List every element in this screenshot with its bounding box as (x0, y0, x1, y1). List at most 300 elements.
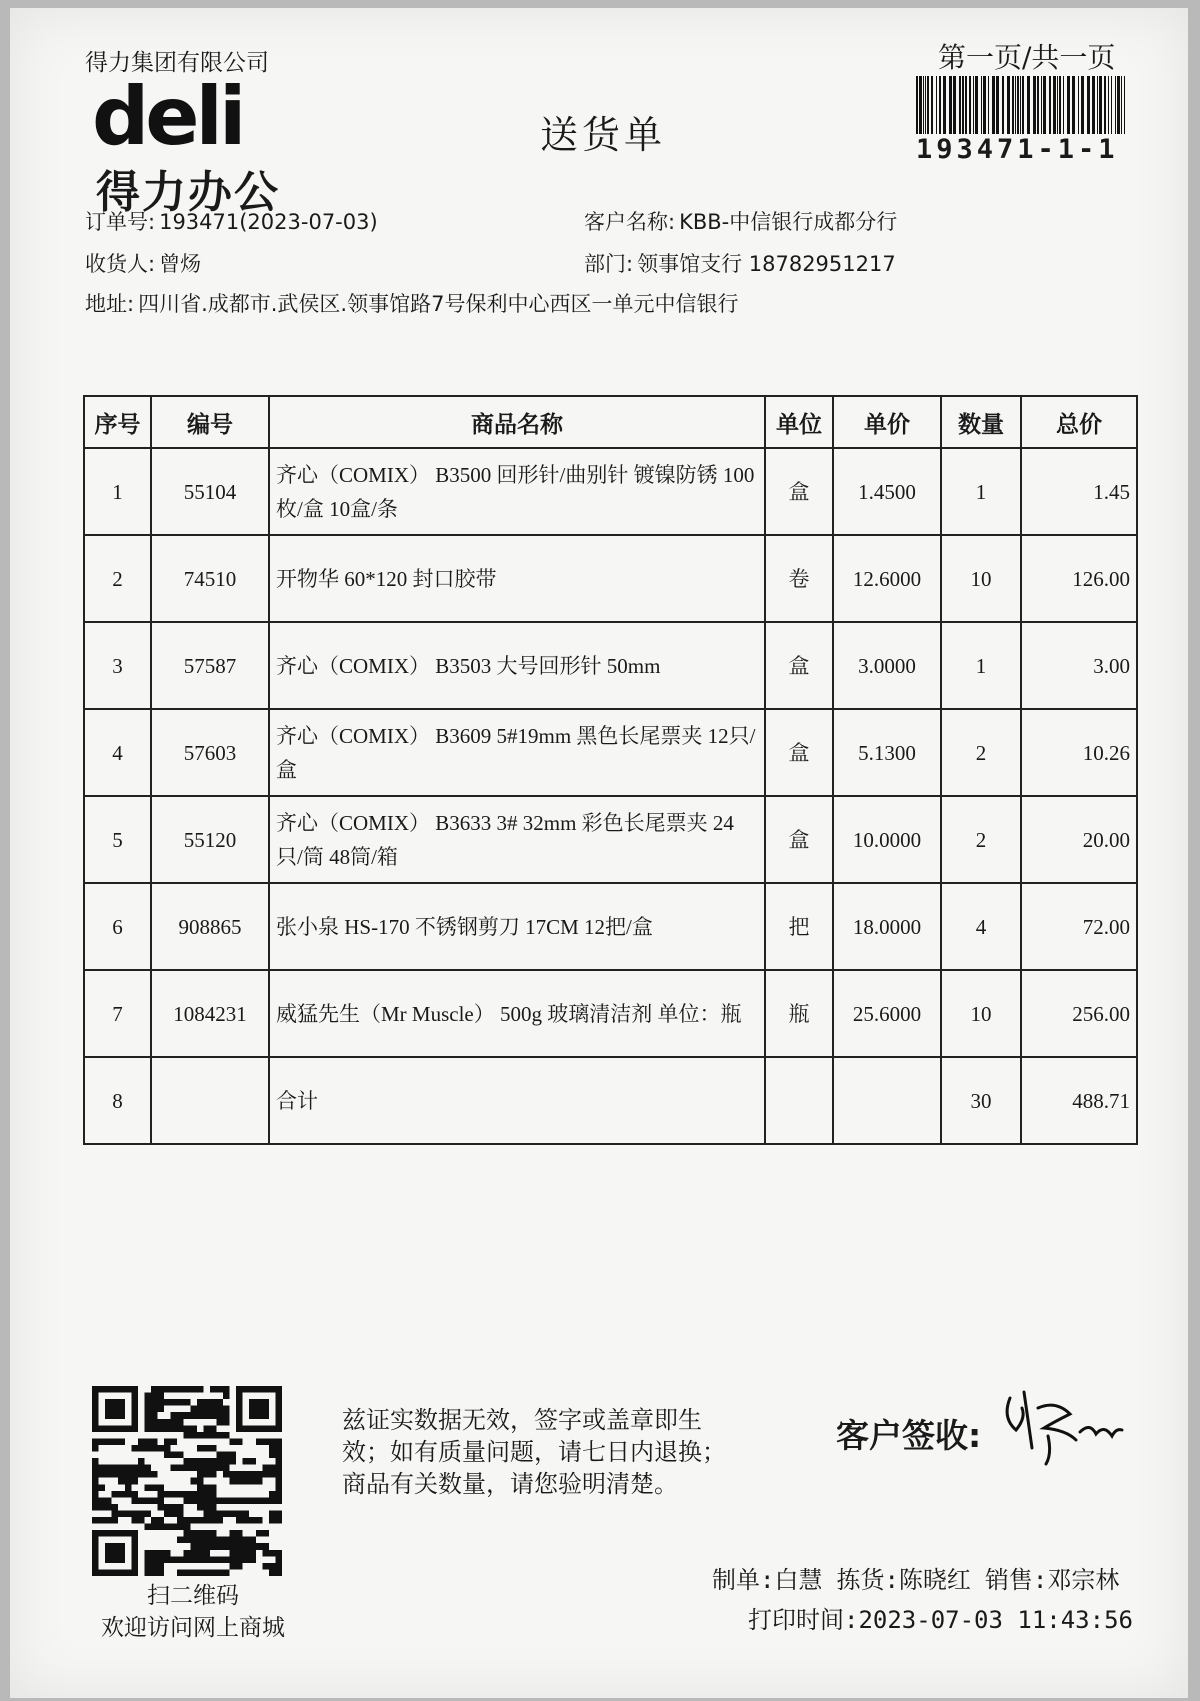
qr-module (203, 1497, 210, 1504)
qr-module (197, 1445, 204, 1452)
qr-module (125, 1484, 132, 1491)
row-price: 3.0000 (833, 622, 941, 709)
qr-module (203, 1432, 210, 1439)
qr-module (144, 1393, 151, 1400)
qr-module (158, 1569, 165, 1576)
qr-module (144, 1524, 151, 1531)
barcode-bar (927, 76, 929, 134)
qr-module (256, 1543, 263, 1550)
table-row (84, 535, 1137, 622)
header-price: 单价 (833, 396, 941, 448)
qr-module (151, 1471, 158, 1478)
table-header-row (84, 396, 1137, 448)
grand-total: 488.71 (1021, 1057, 1137, 1144)
qr-module (216, 1556, 223, 1563)
qr-module (197, 1432, 204, 1439)
qr-module (249, 1471, 256, 1478)
qr-module (197, 1530, 204, 1537)
qr-module (151, 1569, 158, 1576)
qr-module (171, 1438, 178, 1445)
qr-module (144, 1412, 151, 1419)
qr-module (269, 1491, 276, 1498)
qr-module (275, 1471, 282, 1478)
qr-module (210, 1425, 217, 1432)
qr-module (177, 1452, 184, 1459)
qr-module (230, 1497, 237, 1504)
qr-module (243, 1478, 250, 1485)
qr-module (151, 1445, 158, 1452)
table-row (84, 970, 1137, 1057)
qr-module (190, 1406, 197, 1413)
qr-caption (88, 1580, 298, 1644)
qr-module (269, 1550, 276, 1557)
barcode-bar (1111, 76, 1112, 134)
qr-module (144, 1471, 151, 1478)
qr-module (256, 1497, 263, 1504)
qr-module (118, 1471, 125, 1478)
qr-module (164, 1524, 171, 1531)
qr-module (99, 1504, 106, 1511)
row-unit (765, 1057, 833, 1144)
qr-module (262, 1497, 269, 1504)
qr-module (269, 1569, 276, 1576)
qr-module (177, 1419, 184, 1426)
qr-module (249, 1458, 256, 1465)
qr-module (131, 1510, 138, 1517)
qr-module (216, 1406, 223, 1413)
row-no: 5 (84, 796, 151, 883)
qr-module (243, 1517, 250, 1524)
row-name: 齐心（COMIX） B3633 3# 32mm 彩色长尾票夹 24只/筒 48筒/箱 (269, 796, 765, 883)
qr-module (216, 1569, 223, 1576)
qr-module (131, 1471, 138, 1478)
staff-info (712, 1560, 1133, 1595)
header-name: 商品名称 (269, 396, 765, 448)
qr-module (197, 1465, 204, 1472)
qr-module (197, 1517, 204, 1524)
qr-module (275, 1497, 282, 1504)
qr-module (190, 1530, 197, 1537)
qr-module (190, 1432, 197, 1439)
row-name: 张小泉 HS-170 不锈钢剪刀 17CM 12把/盒 (269, 883, 765, 970)
barcode-bar (1015, 76, 1016, 134)
qr-module (184, 1530, 191, 1537)
receiver (85, 248, 201, 278)
items-table (83, 395, 1138, 1145)
qr-module (197, 1504, 204, 1511)
qr-module (230, 1563, 237, 1570)
barcode-bar (949, 76, 952, 134)
qr-module (131, 1497, 138, 1504)
barcode-bar (1053, 76, 1056, 134)
qr-module (144, 1550, 151, 1557)
barcode-bar (1124, 76, 1125, 134)
qr-module (184, 1524, 191, 1531)
qr-code[interactable] (92, 1386, 282, 1576)
qr-module (249, 1497, 256, 1504)
qr-module (177, 1524, 184, 1531)
qr-module (118, 1491, 125, 1498)
row-unit: 把 (765, 883, 833, 970)
qr-module (275, 1465, 282, 1472)
qr-module (249, 1556, 256, 1563)
qr-module (131, 1517, 138, 1524)
qr-module (171, 1399, 178, 1406)
barcode-bar (992, 76, 995, 134)
qr-module (99, 1438, 106, 1445)
qr-module (275, 1491, 282, 1498)
qr-module (197, 1386, 204, 1393)
qr-module (144, 1510, 151, 1517)
qr-module (164, 1445, 171, 1452)
qr-module (131, 1491, 138, 1498)
qr-module (275, 1445, 282, 1452)
department (584, 248, 896, 278)
qr-module (203, 1471, 210, 1478)
receiver-label: 收货人: (85, 252, 156, 276)
qr-module (243, 1550, 250, 1557)
row-code: 74510 (151, 535, 269, 622)
qr-module (118, 1465, 125, 1472)
qr-module (236, 1510, 243, 1517)
row-total: 1.45 (1021, 448, 1137, 535)
barcode-bar (1012, 76, 1014, 134)
qr-module (230, 1530, 237, 1537)
row-qty: 4 (941, 883, 1021, 970)
qr-module (144, 1556, 151, 1563)
qr-module (190, 1517, 197, 1524)
qr-module (230, 1452, 237, 1459)
qr-module (269, 1471, 276, 1478)
qr-module (151, 1517, 158, 1524)
qr-module (203, 1504, 210, 1511)
qr-module (92, 1484, 99, 1491)
qr-module (203, 1491, 210, 1498)
qr-module (203, 1412, 210, 1419)
handwritten-signature (996, 1378, 1126, 1468)
barcode-bar (953, 76, 956, 134)
qr-module (210, 1406, 217, 1413)
qr-module (184, 1386, 191, 1393)
qr-module (144, 1419, 151, 1426)
qr-module (92, 1465, 99, 1472)
qr-module (105, 1504, 112, 1511)
qr-module (184, 1550, 191, 1557)
qr-module (184, 1458, 191, 1465)
qr-module (210, 1412, 217, 1419)
qr-module (223, 1537, 230, 1544)
row-total: 10.26 (1021, 709, 1137, 796)
qr-module (105, 1517, 112, 1524)
qr-module (275, 1563, 282, 1570)
qr-module (243, 1471, 250, 1478)
qr-module (158, 1491, 165, 1498)
qr-module (151, 1386, 158, 1393)
qr-module (131, 1445, 138, 1452)
address-value: 四川省.成都市.武侯区.领事馆路7号保利中心西区一单元中信银行 (138, 292, 739, 316)
row-no: 3 (84, 622, 151, 709)
print-time: 打印时间:2023-07-03 11:43:56 (748, 1606, 1133, 1634)
row-total: 256.00 (1021, 970, 1137, 1057)
qr-module (216, 1458, 223, 1465)
qr-module (92, 1471, 99, 1478)
qr-module (171, 1504, 178, 1511)
row-qty: 1 (941, 448, 1021, 535)
qr-module (151, 1550, 158, 1557)
qr-module (236, 1530, 243, 1537)
barcode-bar (1007, 76, 1010, 134)
qr-module (216, 1510, 223, 1517)
qr-module (158, 1556, 165, 1563)
qr-module (151, 1484, 158, 1491)
qr-module (249, 1543, 256, 1550)
barcode-bar (1020, 76, 1021, 134)
qr-module (223, 1510, 230, 1517)
qr-module (210, 1399, 217, 1406)
barcode-bar (1097, 76, 1098, 134)
qr-module (223, 1393, 230, 1400)
qr-module (223, 1419, 230, 1426)
qr-module (158, 1386, 165, 1393)
qr-module (151, 1425, 158, 1432)
page-indicator: 第一页/共一页 (938, 41, 1116, 74)
row-unit: 盒 (765, 709, 833, 796)
barcode-bar (996, 76, 999, 134)
row-code: 57587 (151, 622, 269, 709)
row-code: 1084231 (151, 970, 269, 1057)
row-name: 开物华 60*120 封口胶带 (269, 535, 765, 622)
qr-module (197, 1569, 204, 1576)
qr-module (210, 1504, 217, 1511)
qr-module (256, 1471, 263, 1478)
qr-module (190, 1497, 197, 1504)
qr-module (236, 1537, 243, 1544)
qr-module (275, 1556, 282, 1563)
qr-module (158, 1497, 165, 1504)
row-price: 1.4500 (833, 448, 941, 535)
qr-module (138, 1438, 145, 1445)
qr-module (197, 1543, 204, 1550)
qr-module (210, 1497, 217, 1504)
qr-module (138, 1471, 145, 1478)
qr-module (190, 1556, 197, 1563)
qr-module (216, 1386, 223, 1393)
qr-module (184, 1412, 191, 1419)
qr-module (158, 1504, 165, 1511)
qr-module (177, 1491, 184, 1498)
qr-module (177, 1504, 184, 1511)
qr-module (210, 1465, 217, 1472)
customer-name-value: KBB-中信银行成都分行 (679, 210, 898, 234)
qr-module (99, 1497, 106, 1504)
qr-module (138, 1465, 145, 1472)
company-name: 得力集团有限公司 (85, 50, 269, 76)
row-price: 12.6000 (833, 535, 941, 622)
qr-module (275, 1550, 282, 1557)
qr-module (269, 1465, 276, 1472)
qr-module (275, 1438, 282, 1445)
qr-module (144, 1445, 151, 1452)
qr-module (184, 1432, 191, 1439)
qr-module (243, 1458, 250, 1465)
row-unit: 瓶 (765, 970, 833, 1057)
header-total: 总价 (1021, 396, 1137, 448)
qr-module (99, 1471, 106, 1478)
qr-module (190, 1412, 197, 1419)
barcode-bar (1027, 76, 1030, 134)
customer-name-label: 客户名称: (584, 210, 676, 234)
qr-module (151, 1419, 158, 1426)
qr-module (92, 1438, 99, 1445)
qr-module (249, 1537, 256, 1544)
qr-module (92, 1491, 99, 1498)
barcode-bar (925, 76, 926, 134)
qr-module (144, 1484, 151, 1491)
qr-module (262, 1438, 269, 1445)
qr-module (243, 1537, 250, 1544)
order-number (85, 206, 378, 236)
row-price: 5.1300 (833, 709, 941, 796)
qr-module (118, 1510, 125, 1517)
qr-module (197, 1478, 204, 1485)
qr-module (171, 1556, 178, 1563)
address (85, 288, 738, 318)
qr-module (184, 1537, 191, 1544)
qr-module (256, 1530, 263, 1537)
qr-module (210, 1510, 217, 1517)
qr-module (249, 1550, 256, 1557)
row-no: 7 (84, 970, 151, 1057)
barcode (914, 76, 1130, 134)
qr-module (216, 1517, 223, 1524)
qr-module (262, 1471, 269, 1478)
qr-module (230, 1478, 237, 1485)
row-unit: 盒 (765, 448, 833, 535)
qr-module (190, 1491, 197, 1498)
qr-module (216, 1419, 223, 1426)
barcode-bar (1117, 76, 1120, 134)
qr-module (184, 1491, 191, 1498)
row-code: 55120 (151, 796, 269, 883)
row-code: 908865 (151, 883, 269, 970)
barcode-bar (981, 76, 982, 134)
qr-module (262, 1465, 269, 1472)
qr-module (171, 1386, 178, 1393)
qr-module (223, 1465, 230, 1472)
qr-module (184, 1425, 191, 1432)
qr-module (158, 1393, 165, 1400)
qr-module (144, 1438, 151, 1445)
table-total-row (84, 1057, 1137, 1144)
qr-module (158, 1419, 165, 1426)
barcode-bar (983, 76, 986, 134)
row-qty: 10 (941, 535, 1021, 622)
row-code: 55104 (151, 448, 269, 535)
qr-module (203, 1550, 210, 1557)
barcode-bar (1072, 76, 1075, 134)
qr-module (190, 1386, 197, 1393)
customer-name (584, 206, 897, 236)
qr-module (236, 1471, 243, 1478)
notice-text: 兹证实数据无效，签字或盖章即生效；如有质量问题，请七日内退换；商品有关数量，请您验明清楚。 (342, 1406, 726, 1498)
qr-module (203, 1484, 210, 1491)
qr-module (197, 1406, 204, 1413)
qr-module (92, 1458, 99, 1465)
qr-module (197, 1550, 204, 1557)
row-qty: 2 (941, 796, 1021, 883)
qr-module (223, 1569, 230, 1576)
svg-text:deli: deli (92, 82, 243, 154)
row-qty: 2 (941, 709, 1021, 796)
header-no: 序号 (84, 396, 151, 448)
qr-module (256, 1478, 263, 1485)
sales: 销售:邓宗林 (984, 1566, 1120, 1594)
order-number-value: 193471(2023-07-03) (159, 210, 378, 234)
qr-module (164, 1504, 171, 1511)
department-label: 部门: (584, 252, 634, 276)
barcode-bar (1078, 76, 1079, 134)
qr-module (197, 1484, 204, 1491)
barcode-bar (962, 76, 964, 134)
qr-module (158, 1550, 165, 1557)
row-price: 18.0000 (833, 883, 941, 970)
barcode-bar (1099, 76, 1102, 134)
row-no: 2 (84, 535, 151, 622)
barcode-bar (1017, 76, 1019, 134)
qr-module (210, 1530, 217, 1537)
qr-module (177, 1556, 184, 1563)
qr-module (112, 1471, 119, 1478)
qr-module (151, 1412, 158, 1419)
qr-module (144, 1497, 151, 1504)
barcode-bar (1121, 76, 1122, 134)
qr-module (223, 1471, 230, 1478)
qr-module (210, 1386, 217, 1393)
qr-module (262, 1530, 269, 1537)
barcode-bar (1033, 76, 1036, 134)
qr-module (171, 1510, 178, 1517)
qr-module (197, 1491, 204, 1498)
qr-module (236, 1563, 243, 1570)
qr-module (216, 1543, 223, 1550)
header-qty: 数量 (941, 396, 1021, 448)
barcode-bar (916, 76, 918, 134)
qr-module (203, 1517, 210, 1524)
qr-finder (105, 1543, 125, 1563)
qr-module (158, 1425, 165, 1432)
qr-module (197, 1471, 204, 1478)
qr-module (203, 1537, 210, 1544)
qr-module (243, 1497, 250, 1504)
barcode-bar (1037, 76, 1039, 134)
qr-module (92, 1504, 99, 1511)
qr-module (151, 1563, 158, 1570)
qr-module (125, 1478, 132, 1485)
row-no: 4 (84, 709, 151, 796)
qr-module (92, 1478, 99, 1485)
qr-module (243, 1543, 250, 1550)
qr-module (269, 1445, 276, 1452)
row-total: 72.00 (1021, 883, 1137, 970)
barcode-bar (1002, 76, 1004, 134)
barcode-bar (1049, 76, 1051, 134)
qr-module (223, 1406, 230, 1413)
barcode-bar (1067, 76, 1070, 134)
qr-module (158, 1406, 165, 1413)
receiver-value: 曾炀 (159, 252, 202, 276)
qr-module (125, 1510, 132, 1517)
row-code: 57603 (151, 709, 269, 796)
